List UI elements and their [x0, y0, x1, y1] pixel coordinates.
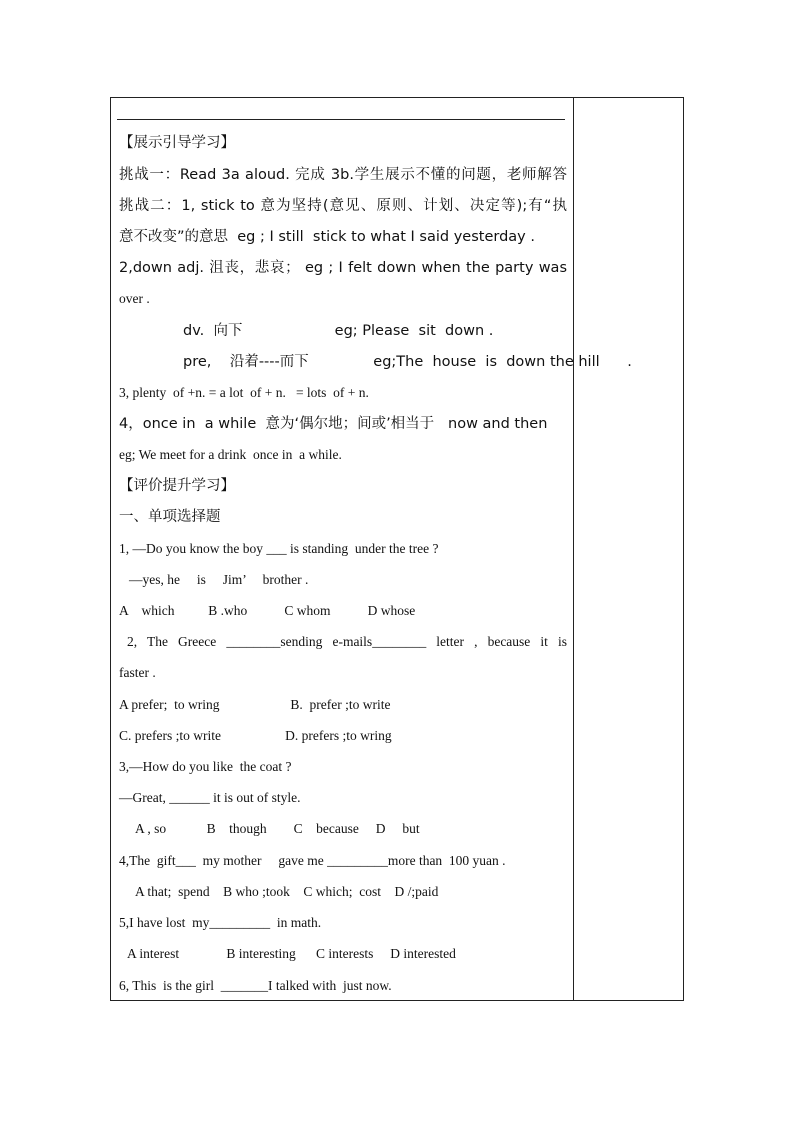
worksheet-table: [110, 97, 684, 1001]
question-3-options: A , so B though C because D but: [135, 821, 420, 836]
plenty-of: 3, plenty of +n. = a lot of + n. = lots of + n.: [119, 385, 369, 400]
question-4-options: A that; spend B who ;took C which; cost D /;paid: [135, 884, 439, 899]
once-example: eg; We meet for a drink once in a while.: [119, 447, 342, 462]
section-heading-display: 【展示引导学习】: [119, 135, 235, 151]
section-heading-single-choice: 一、单项选择题: [119, 509, 221, 525]
question-3: 3,—How do you like the coat ?: [119, 759, 292, 774]
question-1-options: A which B .who C whom D whose: [119, 603, 416, 618]
question-3-answer: —Great, ______ it is out of style.: [119, 790, 301, 805]
stick-to-example: 意不改变”的意思 eg ; I still stick to what I said yesterday .: [119, 229, 535, 245]
question-1-answer: —yes, he is Jim’ brother .: [129, 572, 309, 587]
question-6: 6, This is the girl _______I talked with just now.: [119, 978, 392, 993]
section-heading-evaluate: 【评价提升学习】: [119, 478, 235, 494]
question-2-options-cd: C. prefers ;to write D. prefers ;to wring: [119, 728, 392, 743]
challenge-two: 挑战二：1, stick to 意为坚持(意见、原则、计划、决定等);有“执: [119, 198, 567, 214]
once-in-a-while: 4，once in a while 意为‘偶尔地；间或’相当于 now and then: [119, 416, 548, 432]
down-adv: dv. 向下 eg; Please sit down .: [183, 323, 494, 339]
top-rule: [117, 119, 565, 120]
question-1: 1, —Do you know the boy ___ is standing under the tree ?: [119, 541, 439, 556]
down-adj-cont: over .: [119, 291, 150, 306]
question-2: 2, The Greece ________sending e-mails________ letter , because it is: [127, 634, 567, 649]
down-prep: pre, 沿着----而下 eg;The house is down the hill .: [183, 354, 632, 370]
question-5: 5,I have lost my_________ in math.: [119, 915, 322, 930]
question-2-options-ab: A prefer; to wring B. prefer ;to write: [119, 697, 391, 712]
column-divider: [573, 98, 574, 1000]
challenge-one: 挑战一：Read 3a aloud. 完成 3b.学生展示不懂的问题，老师解答: [119, 167, 567, 183]
question-4: 4,The gift___ my mother gave me _________more than 100 yuan .: [119, 853, 506, 868]
question-5-options: A interest B interesting C interests D interested: [127, 946, 456, 961]
question-2-cont: faster .: [119, 665, 156, 680]
down-adj: 2,down adj. 沮丧，悲哀； eg ; I felt down when the party was: [119, 260, 567, 276]
